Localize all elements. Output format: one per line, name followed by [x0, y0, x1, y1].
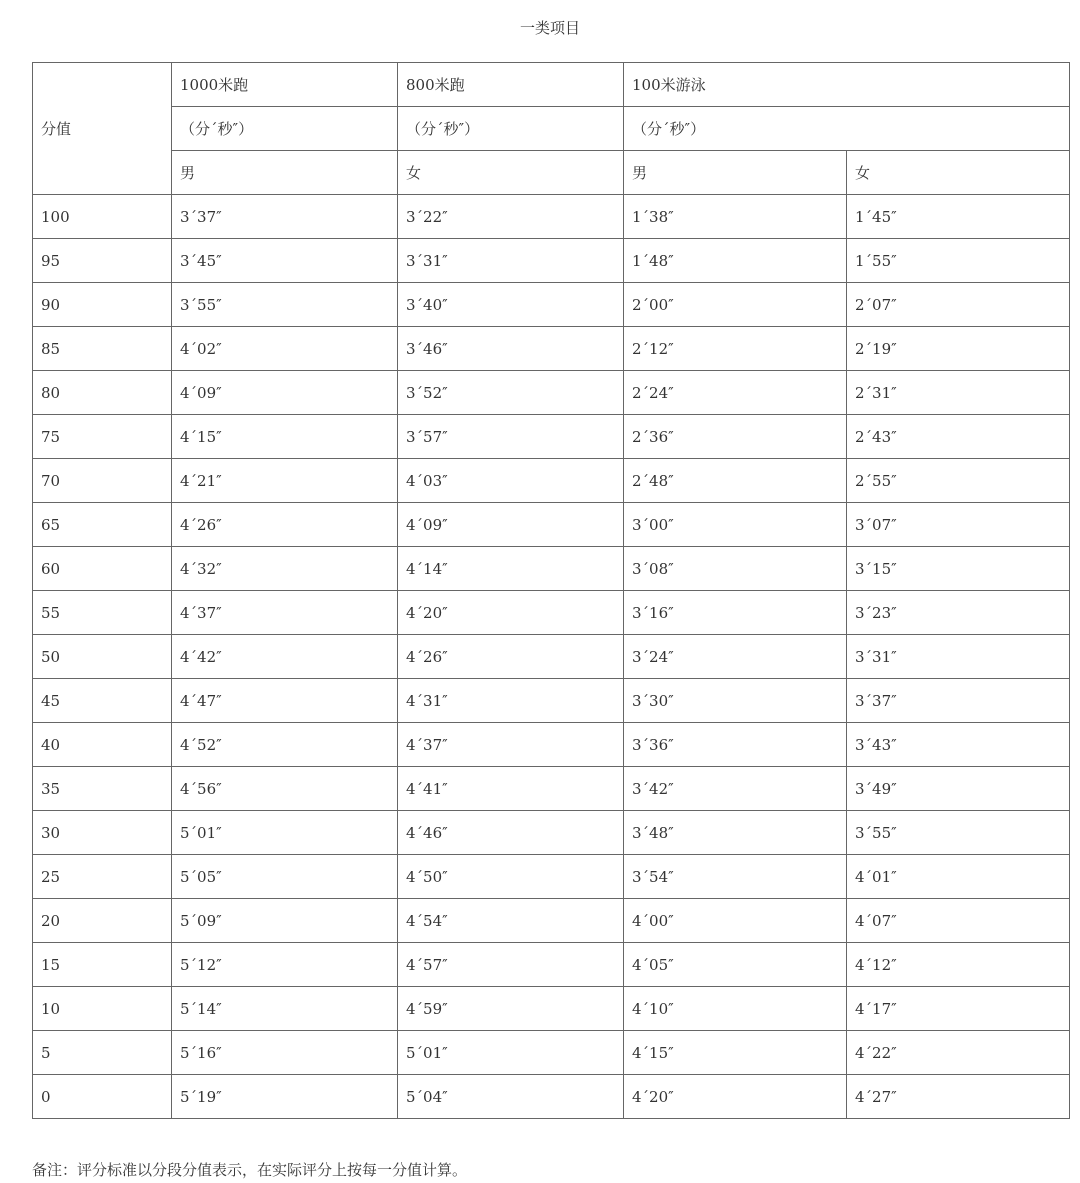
header-unit: （分´秒″） [398, 107, 624, 151]
time-cell: 5´01″ [398, 1031, 624, 1075]
time-cell: 4´07″ [847, 899, 1070, 943]
time-cell: 3´31″ [847, 635, 1070, 679]
time-cell: 5´19″ [172, 1075, 398, 1119]
time-cell: 2´12″ [624, 327, 847, 371]
time-cell: 3´22″ [398, 195, 624, 239]
score-cell: 100 [33, 195, 172, 239]
time-cell: 5´05″ [172, 855, 398, 899]
header-score: 分值 [33, 63, 172, 195]
time-cell: 4´41″ [398, 767, 624, 811]
table-row [33, 503, 1070, 547]
time-cell: 3´48″ [624, 811, 847, 855]
table-row [33, 943, 1070, 987]
time-cell: 4´50″ [398, 855, 624, 899]
time-cell: 3´23″ [847, 591, 1070, 635]
table-row [33, 899, 1070, 943]
time-cell: 2´19″ [847, 327, 1070, 371]
table-row [33, 1031, 1070, 1075]
table-row [33, 415, 1070, 459]
score-cell: 95 [33, 239, 172, 283]
time-cell: 5´09″ [172, 899, 398, 943]
score-cell: 0 [33, 1075, 172, 1119]
time-cell: 4´20″ [624, 1075, 847, 1119]
score-cell: 15 [33, 943, 172, 987]
score-cell: 30 [33, 811, 172, 855]
score-cell: 35 [33, 767, 172, 811]
time-cell: 4´27″ [847, 1075, 1070, 1119]
table-row [33, 767, 1070, 811]
time-cell: 5´16″ [172, 1031, 398, 1075]
table-row [33, 547, 1070, 591]
header-gender: 男 [624, 151, 847, 195]
table-row [33, 591, 1070, 635]
table-row [33, 635, 1070, 679]
time-cell: 2´00″ [624, 283, 847, 327]
header-gender: 男 [172, 151, 398, 195]
time-cell: 3´30″ [624, 679, 847, 723]
time-cell: 1´55″ [847, 239, 1070, 283]
time-cell: 3´40″ [398, 283, 624, 327]
time-cell: 2´48″ [624, 459, 847, 503]
time-cell: 3´15″ [847, 547, 1070, 591]
time-cell: 4´09″ [172, 371, 398, 415]
time-cell: 4´09″ [398, 503, 624, 547]
score-cell: 25 [33, 855, 172, 899]
time-cell: 4´56″ [172, 767, 398, 811]
time-cell: 3´08″ [624, 547, 847, 591]
time-cell: 2´31″ [847, 371, 1070, 415]
time-cell: 1´48″ [624, 239, 847, 283]
time-cell: 5´04″ [398, 1075, 624, 1119]
time-cell: 3´42″ [624, 767, 847, 811]
time-cell: 5´01″ [172, 811, 398, 855]
time-cell: 2´43″ [847, 415, 1070, 459]
time-cell: 3´36″ [624, 723, 847, 767]
score-cell: 80 [33, 371, 172, 415]
header-row-events [33, 63, 1070, 107]
header-unit: （分´秒″） [624, 107, 1070, 151]
time-cell: 2´24″ [624, 371, 847, 415]
time-cell: 5´12″ [172, 943, 398, 987]
score-cell: 70 [33, 459, 172, 503]
time-cell: 4´42″ [172, 635, 398, 679]
time-cell: 4´26″ [172, 503, 398, 547]
time-cell: 4´31″ [398, 679, 624, 723]
time-cell: 3´37″ [847, 679, 1070, 723]
table-row [33, 459, 1070, 503]
time-cell: 2´07″ [847, 283, 1070, 327]
time-cell: 3´54″ [624, 855, 847, 899]
time-cell: 2´36″ [624, 415, 847, 459]
time-cell: 4´15″ [172, 415, 398, 459]
time-cell: 3´24″ [624, 635, 847, 679]
header-unit: （分´秒″） [172, 107, 398, 151]
table-row [33, 195, 1070, 239]
time-cell: 4´02″ [172, 327, 398, 371]
time-cell: 4´37″ [398, 723, 624, 767]
time-cell: 4´21″ [172, 459, 398, 503]
table-row [33, 1075, 1070, 1119]
time-cell: 4´15″ [624, 1031, 847, 1075]
time-cell: 4´22″ [847, 1031, 1070, 1075]
time-cell: 4´37″ [172, 591, 398, 635]
time-cell: 2´55″ [847, 459, 1070, 503]
time-cell: 4´14″ [398, 547, 624, 591]
time-cell: 4´59″ [398, 987, 624, 1031]
time-cell: 4´00″ [624, 899, 847, 943]
header-row-units [33, 107, 1070, 151]
table-row [33, 371, 1070, 415]
time-cell: 4´10″ [624, 987, 847, 1031]
score-cell: 40 [33, 723, 172, 767]
time-cell: 4´03″ [398, 459, 624, 503]
score-cell: 20 [33, 899, 172, 943]
time-cell: 4´12″ [847, 943, 1070, 987]
table-row [33, 855, 1070, 899]
time-cell: 4´32″ [172, 547, 398, 591]
score-cell: 5 [33, 1031, 172, 1075]
time-cell: 1´38″ [624, 195, 847, 239]
time-cell: 4´54″ [398, 899, 624, 943]
table-row [33, 283, 1070, 327]
time-cell: 4´26″ [398, 635, 624, 679]
time-cell: 3´57″ [398, 415, 624, 459]
time-cell: 4´52″ [172, 723, 398, 767]
time-cell: 3´55″ [172, 283, 398, 327]
time-cell: 3´49″ [847, 767, 1070, 811]
table-row [33, 811, 1070, 855]
header-row-gender [33, 151, 1070, 195]
score-cell: 55 [33, 591, 172, 635]
header-event-1000m: 1000米跑 [172, 63, 398, 107]
header-event-100m-swim: 100米游泳 [624, 63, 1070, 107]
score-cell: 90 [33, 283, 172, 327]
header-event-800m: 800米跑 [398, 63, 624, 107]
time-cell: 3´07″ [847, 503, 1070, 547]
score-cell: 75 [33, 415, 172, 459]
table-row [33, 723, 1070, 767]
score-cell: 45 [33, 679, 172, 723]
score-cell: 65 [33, 503, 172, 547]
scoring-table [32, 62, 1070, 1119]
time-cell: 4´05″ [624, 943, 847, 987]
time-cell: 3´31″ [398, 239, 624, 283]
time-cell: 3´52″ [398, 371, 624, 415]
score-cell: 10 [33, 987, 172, 1031]
time-cell: 4´46″ [398, 811, 624, 855]
header-gender: 女 [847, 151, 1070, 195]
header-gender: 女 [398, 151, 624, 195]
table-title: 一类项目 [519, 19, 580, 37]
time-cell: 3´37″ [172, 195, 398, 239]
time-cell: 4´20″ [398, 591, 624, 635]
time-cell: 4´01″ [847, 855, 1070, 899]
time-cell: 3´45″ [172, 239, 398, 283]
time-cell: 3´43″ [847, 723, 1070, 767]
footnote: 备注：评分标准以分段分值表示，在实际评分上按每一分值计算。 [32, 1161, 468, 1179]
time-cell: 3´55″ [847, 811, 1070, 855]
time-cell: 3´16″ [624, 591, 847, 635]
table-row [33, 239, 1070, 283]
score-cell: 50 [33, 635, 172, 679]
time-cell: 4´57″ [398, 943, 624, 987]
time-cell: 3´00″ [624, 503, 847, 547]
table-row [33, 987, 1070, 1031]
time-cell: 4´47″ [172, 679, 398, 723]
table-row [33, 679, 1070, 723]
time-cell: 5´14″ [172, 987, 398, 1031]
score-cell: 85 [33, 327, 172, 371]
time-cell: 4´17″ [847, 987, 1070, 1031]
score-cell: 60 [33, 547, 172, 591]
table-row [33, 327, 1070, 371]
time-cell: 1´45″ [847, 195, 1070, 239]
time-cell: 3´46″ [398, 327, 624, 371]
